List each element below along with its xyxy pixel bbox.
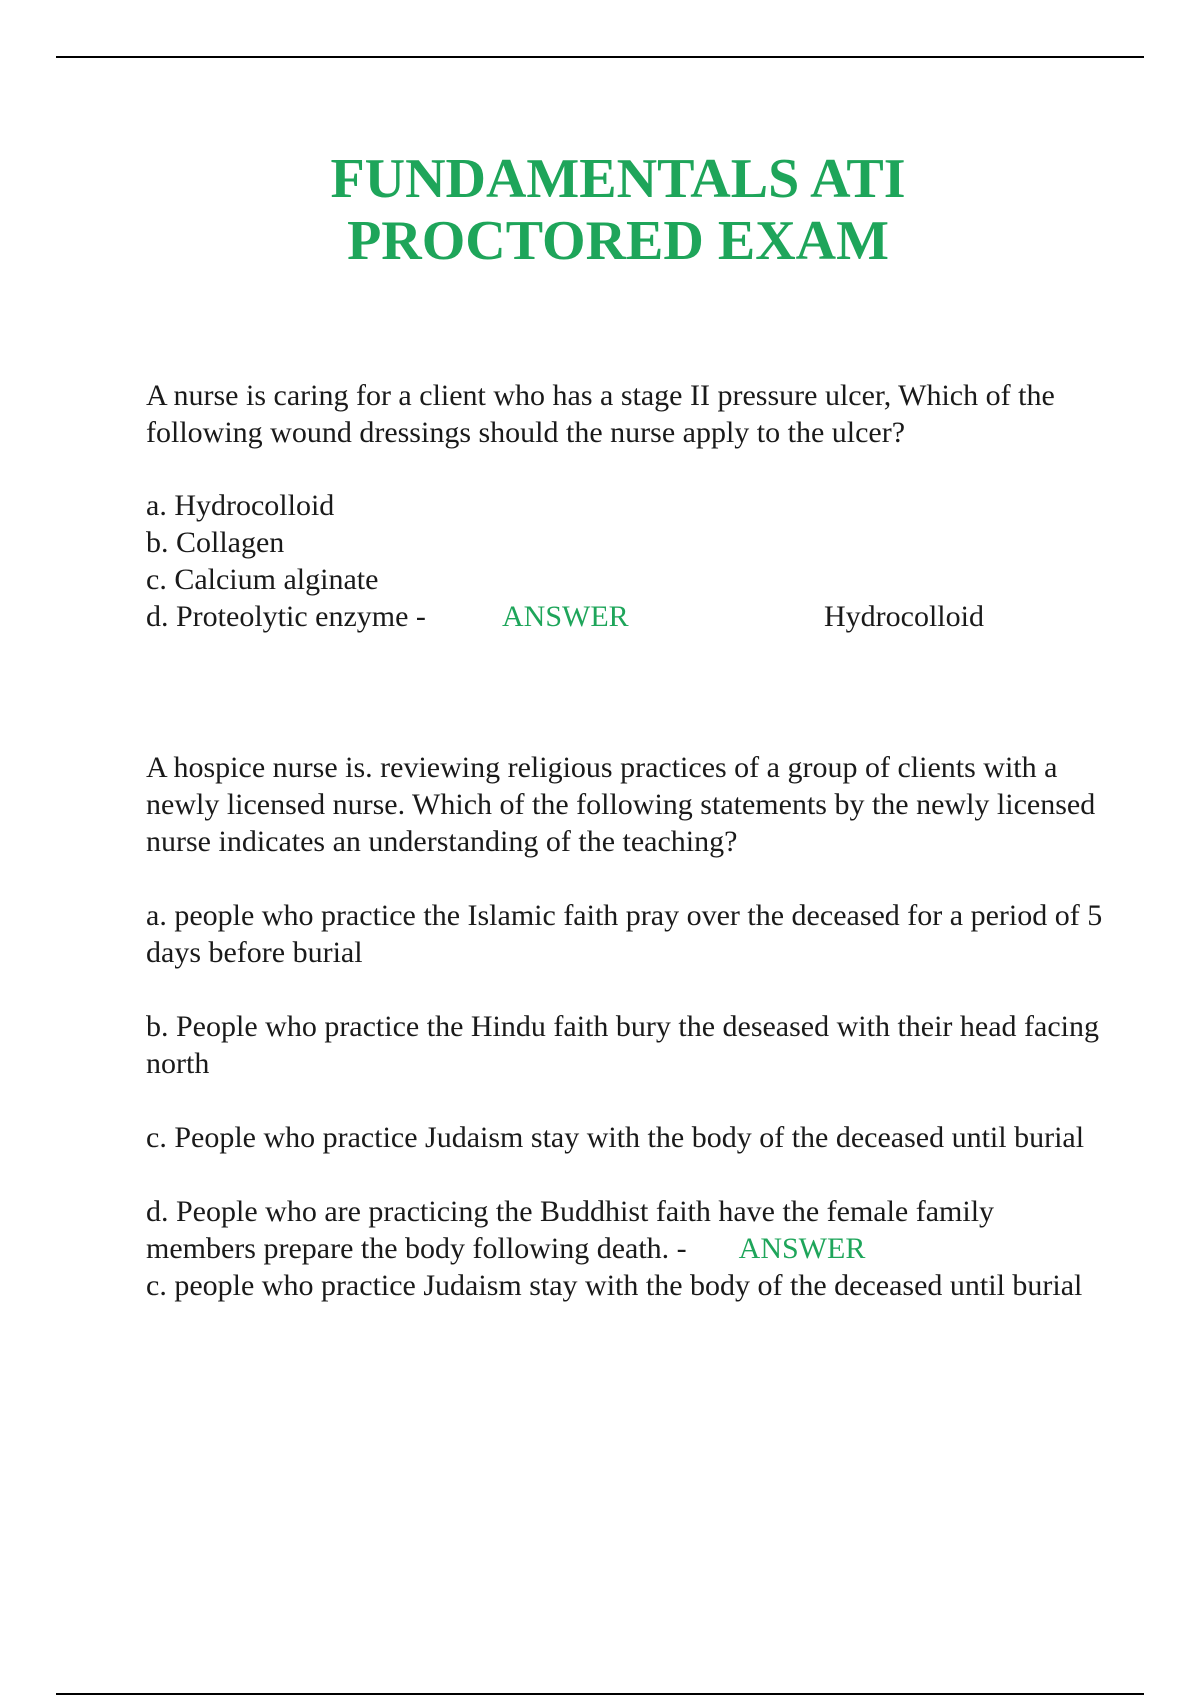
question-2-option-a: a. people who practice the Islamic faith pray over the deceased for a period of 5 days before burial bbox=[146, 899, 1103, 969]
question-1-answer-value: Hydrocolloid bbox=[824, 600, 984, 633]
question-2-text: A hospice nurse is. reviewing religious practices of a group of clients with a newly licensed nurse. Which of the following statements by the newly licensed nurse indicates an understanding of the teaching? bbox=[146, 751, 1096, 858]
question-2-answer-value: c. people who practice Judaism stay with the body of the deceased until burial bbox=[146, 1269, 1083, 1302]
page-title bbox=[0, 148, 1200, 272]
question-2-option-c: c. People who practice Judaism stay with the body of the deceased until burial bbox=[146, 1121, 1085, 1154]
question-2-option-d-row bbox=[146, 1193, 1106, 1267]
question-1 bbox=[146, 377, 1106, 635]
question-2-option-b: b. People who practice the Hindu faith bury the deseased with their head facing north bbox=[146, 1010, 1100, 1080]
top-divider bbox=[56, 56, 1144, 58]
question-2-answer-label: ANSWER bbox=[738, 1232, 866, 1265]
question-1-option-a: a. Hydrocolloid bbox=[146, 489, 335, 522]
question-1-answer-label: ANSWER bbox=[502, 600, 629, 633]
bottom-divider bbox=[56, 1693, 1144, 1695]
question-1-option-b: b. Collagen bbox=[146, 526, 285, 559]
question-1-text: A nurse is caring for a client who has a stage II pressure ulcer, Which of the following wound dressings should the nurse apply to the ulcer? bbox=[146, 379, 1055, 449]
title-line-1: FUNDAMENTALS ATI bbox=[330, 148, 906, 210]
question-1-option-d: d. Proteolytic enzyme - bbox=[146, 600, 426, 633]
question-1-option-c: c. Calcium alginate bbox=[146, 563, 379, 596]
question-2-option-d: d. People who are practicing the Buddhist faith have the female family members prepare the body following death. - bbox=[146, 1195, 995, 1265]
question-2 bbox=[146, 749, 1106, 1304]
title-line-2: PROCTORED EXAM bbox=[347, 210, 889, 272]
question-1-option-d-row bbox=[146, 598, 1106, 635]
